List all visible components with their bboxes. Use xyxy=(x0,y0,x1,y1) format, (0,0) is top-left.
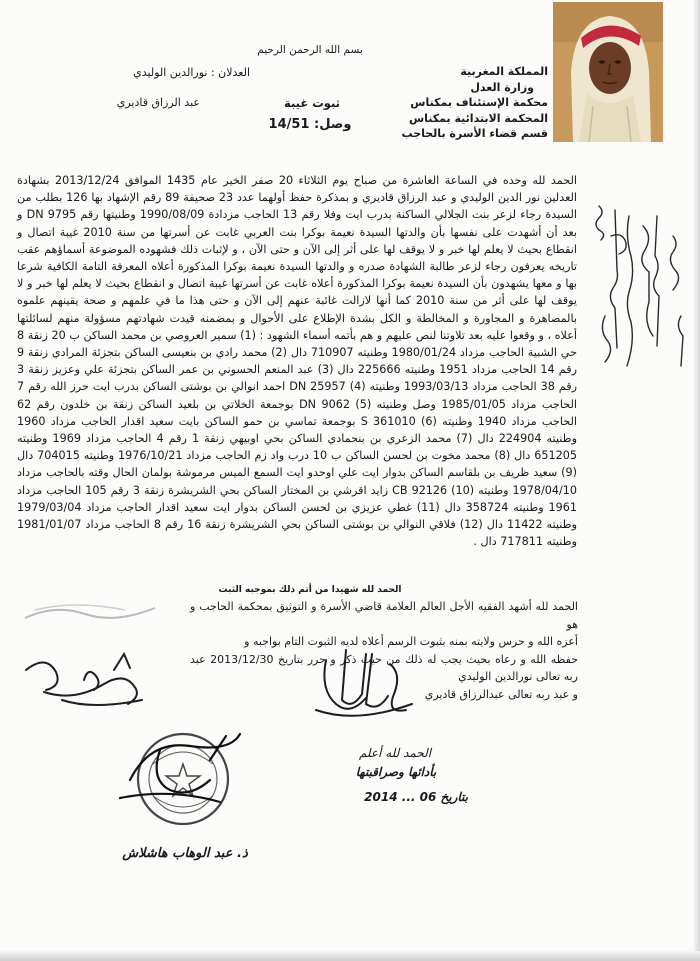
deed-body xyxy=(17,172,577,550)
authority-line: قسم قضاء الأسرة بالحاجب xyxy=(401,127,548,140)
authority-line: المملكة المغربية xyxy=(460,65,548,78)
closing-line: و عبد ربه تعالى عبدالرزاق قاديري xyxy=(424,687,578,701)
deed-paragraph: الحمد لله وحده في الساعة العاشرة من صباح يوم الثلاثاء 20 صفر الخير عام 1435 الموافق 2013/12/24 بشهادة العدلين نور الدين الوليدي و عبد الرزاق قاديري و بمذكرة حفظ أولهما عدد 23 صحيفة 89 رقم الإشهاد بها 126 بطلب من السيدة رجاء لزعر بنت الجلالي الساكنة بدرب ايت وفلا رقم 13 الحاجب مزدادة 1990/08/09 وطنيتها رقم DN 9795 و بعد أن أشهدت على نفسها بأن والدتها السيدة نعيمة بوكرا بنت العربي غابت عن أسرتها من سنة 2010 غيبة اتصال و انقطاع بحيث لا يعلم لها خبر و لا يوقف لها على أثر إلى الآن و حتى الآن ، و لإثبات ذلك فشهوده الموضوعة أسماؤهم عقب تاريخه يعرفون رجاء لزعر طالبة الشهادة صدره و والدتها السيدة نعيمة بوكرا المذكورة أعلاه المعرفة التامة الكافية شرعا بها و معها يشهدون بأن السيدة نعيمة بوكرا المذكورة أعلاه غابت عن أسرتها غيبة اتصال و انقطاع بحيث لا يعلم لها خبر و لا يوقف لها على أثر من سنة 2010 كما أنها لازالت غائبة عنهم إلى الآن و حتى هذا ما في علمهم و صحة يقينهم علموه بالمصاهرة و المجاورة و المخالطة و الكل بشدة الإطلاع على الأحوال و بمضمنه قيدت شهادتهم مسؤولة منهم لسائلتها أعلاه ، و وقعوا عليه بعد تلاوتنا لنص عليهم و هم بأتمه أسماء الشهود : (1) سمير العروصي بن محمد الساكن ب 20 زنقة 8 حي الشبية الحاجب مزداد 1980/01/24 وطنيته 710907 دال (2) محمد رادي بن بنعيسى الساكن بتجزئة المرادي زنقة 9 رقم 14 الحاجب مزداد 1951 وطنيته 225666 دال (3) عبد المنعم الحسوني بن عمر الساكن بتجزئة علي وعزيز زنقة 3 رقم 38 الحاجب مزداد 1993/03/13 وطنيته DN 25957 (4) احمد انوالي بن بوشتى الساكن بدرب ايت حرز الله رقم 7 الحاجب مزداد 1985/01/05 وصل وطنيته DN 9062 (5) بوجمعة الخلاتي بن بلعيد الساكن زنقة بن خلدون رقم 62 الحاجب مزداد 1940 وطنيته S 361010 (6) بوجمعة تماسي بن حمو الساكن بايت سعيد اقدار الحاجب مزداد 1960 وطنيته 224904 دال (7) محمد الزعري بن بنحمادي الساكن بحي اوبيهي زنقة 1 رقم 4 الحاجب مزداد 1969 وطنيته 651205 دال (8) محمد مخوت بن لحسن الساكن ب 10 درب واد زم الحاجب مزداد 1976/10/21 وطنيته 704015 دال (9) سعيد ظريف بن بلقاسم الساكن بدوار ايت علي اوحدو ايت السمع الميس مرموشة بولمان الحال وقته بالحاجب مزداد 1978/04/10 وطنيته CB 92126 (10) زايد اقرشي بن المختار الساكن بحي الشريشرة زنقة 3 رقم 105 الحاجب مزداد 1961 وطنيته 358724 دال (11) غطي عزيزي بن لحسن الساكن بدوار ايت سعيد اقدار الحاجب مزداد 1979/03/04 وطنيته 11422 دال (12) فلاقي النوالي بن بوشتى الساكن بحي الشريشرة زنقة 16 رقم 8 الحاجب مزداد 1981/01/07 وطنيته 717811 دال . xyxy=(17,174,578,549)
id-photo xyxy=(553,2,663,142)
closing-line: حفظه الله و رعاه بحيث يجب له ذلك من حيث ذكر و حرر بتاريخ 2013/12/30 عبد ربه تعالى نورالدين الوليدي xyxy=(190,652,579,683)
authority-line: المحكمة الابتدائية بمكناس xyxy=(408,111,548,125)
basmala: بسم الله الرحمن الرحيم xyxy=(257,44,363,56)
approval-heading: الحمد لله أعلم xyxy=(358,746,432,760)
authority-line: وزارة العدل xyxy=(470,80,534,94)
faded-stamp xyxy=(15,592,165,632)
signature-judge xyxy=(100,720,250,820)
signature-adel-2 xyxy=(306,640,426,730)
receipt-number: وصل: 14/51 xyxy=(268,117,352,132)
page-edge-bottom xyxy=(0,951,700,961)
middle-heading: الحمد لله شهيدا من أتم ذلك بموجبه الثبت xyxy=(218,585,402,595)
margin-annotation xyxy=(585,196,695,426)
page-edge-right xyxy=(694,0,700,961)
authority-line: محكمة الإستئناف بمكناس xyxy=(410,96,548,109)
judge-name: ذ. عبد الوهاب هاشلاش xyxy=(122,846,248,861)
adoul-label: العدلان : نورالدين الوليدي xyxy=(133,66,250,79)
deed-type: ثبوت غيبة xyxy=(283,96,340,110)
approval-date: بتاريخ 06 ... 2014 xyxy=(364,790,468,804)
closing-line: الحمد لله أشهد الفقيه الأجل العالم العلامة قاضي الأسرة و التوثيق بمحكمة الحاجب و هو xyxy=(190,600,578,631)
closing-line: أعزه الله و حرس ولايته بمنه بثبوت الرسم أعلاه لديه الثبوت التام بواجبه و xyxy=(244,635,578,648)
signature-adel-1 xyxy=(14,640,164,720)
authority-header xyxy=(368,64,548,142)
approval-phrase: بأدائها وصراقبتها xyxy=(355,765,437,779)
adoul-second-name: عبد الرزاق قاديري xyxy=(116,96,200,109)
